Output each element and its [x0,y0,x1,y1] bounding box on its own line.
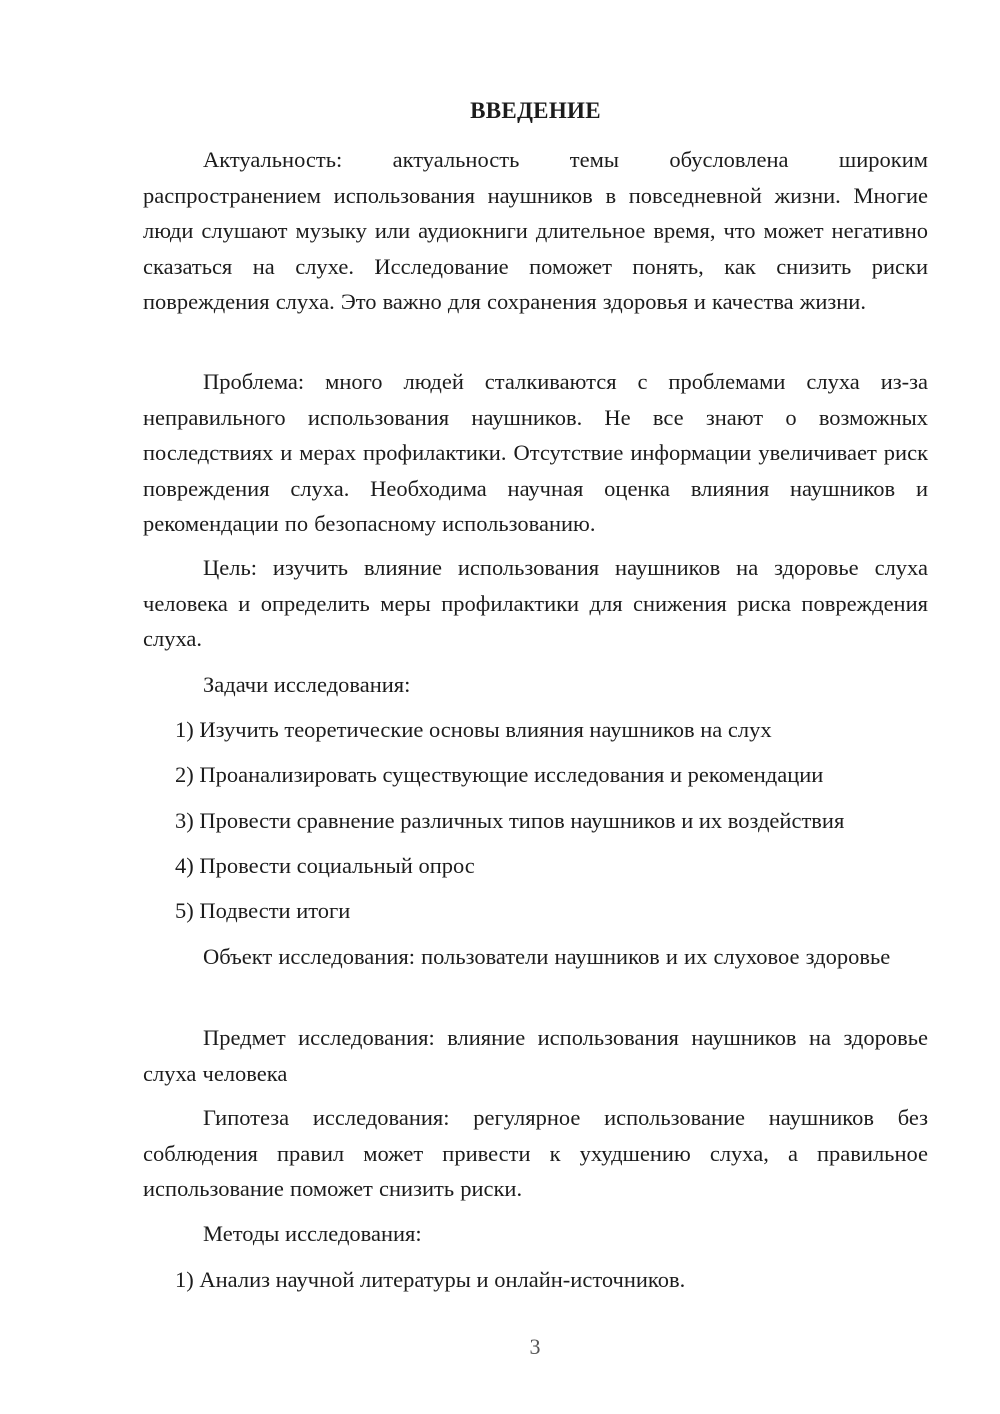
method-item: 1) Анализ научной литературы и онлайн-источников. [175,1267,686,1292]
task-item: 1) Изучить теоретические основы влияния наушников на слух [175,717,772,742]
hypothesis-paragraph: Гипотеза исследования: регулярное использование наушников без соблюдения правил может привести к ухудшению слуха, а правильное использование поможет снизить риски. [143,1105,928,1201]
task-item: 4) Провести социальный опрос [175,853,475,878]
goal-paragraph: Цель: изучить влияние использования наушников на здоровье слуха человека и определить меры профилактики для снижения риска повреждения слуха. [143,555,928,651]
page-title: ВВЕДЕНИЕ [470,98,601,123]
tasks-label: Задачи исследования: [203,672,411,697]
page-number: 3 [529,1334,541,1359]
object-paragraph: Объект исследования: пользователи наушников и их слуховое здоровье [203,944,891,969]
problem-paragraph: Проблема: много людей сталкиваются с проблемами слуха из-за неправильного использования наушников. Не все знают о возможных последствиях и мерах профилактики. Отсутствие информации увеличивает риск повреждения слуха. Необходима научная оценка влияния наушников и рекомендации по безопасному использованию. [143,369,928,536]
relevance-paragraph: Актуальность: актуальность темы обусловлена широким распространением использования наушников в повседневной жизни. Многие люди слушают музыку или аудиокниги длительное время, что может негативно сказаться на слухе. Исследование поможет понять, как снизить риски повреждения слуха. Это важно для сохранения здоровья и качества жизни. [143,147,928,314]
methods-label: Методы исследования: [203,1221,422,1246]
task-item: 3) Провести сравнение различных типов наушников и их воздействия [175,808,845,833]
subject-paragraph: Предмет исследования: влияние использования наушников на здоровье слуха человека [143,1025,928,1086]
task-item: 2) Проанализировать существующие исследования и рекомендации [175,762,824,787]
task-item: 5) Подвести итоги [175,898,351,923]
